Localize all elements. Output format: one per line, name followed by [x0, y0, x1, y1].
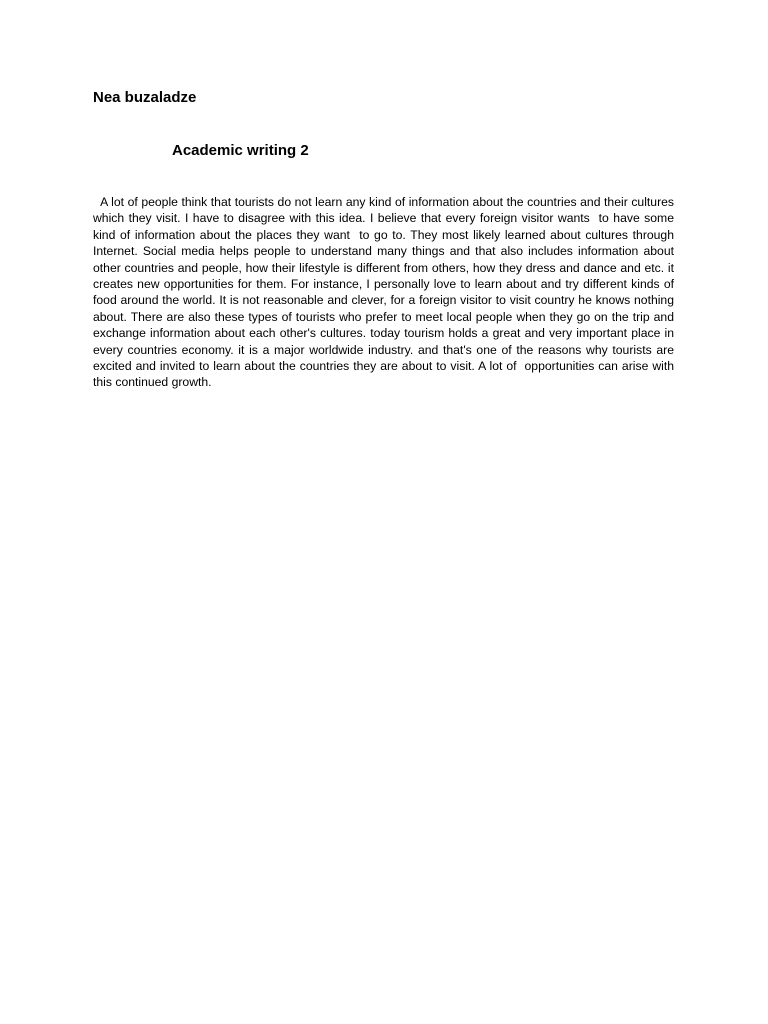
essay-paragraph: A lot of people think that tourists do not learn any kind of information about the countries and their cultures which they visit. I have to disagree with this idea. I believe that every foreign visitor wants to have some kind of information about the places they want to go to. They most likely learned about cultures through Internet. Social media helps people to understand many things and that also includes information about other countries and people, how their lifestyle is different from others, how they dress and dance and etc. it creates new opportunities for them. For instance, I personally love to learn about and try different kinds of food around the world. It is not reasonable and clever, for a foreign visitor to visit country he knows nothing about. There are also these types of tourists who prefer to meet local people when they go on the trip and exchange information about each other's cultures. today tourism holds a great and very important place in every countries economy. it is a major worldwide industry. and that's one of the reasons why tourists are excited and invited to learn about the countries they are about to visit. A lot of opportunities can arise with this continued growth. [93, 195, 678, 390]
author-name: Nea buzaladze [93, 89, 197, 106]
document-title: Academic writing 2 [172, 142, 309, 159]
